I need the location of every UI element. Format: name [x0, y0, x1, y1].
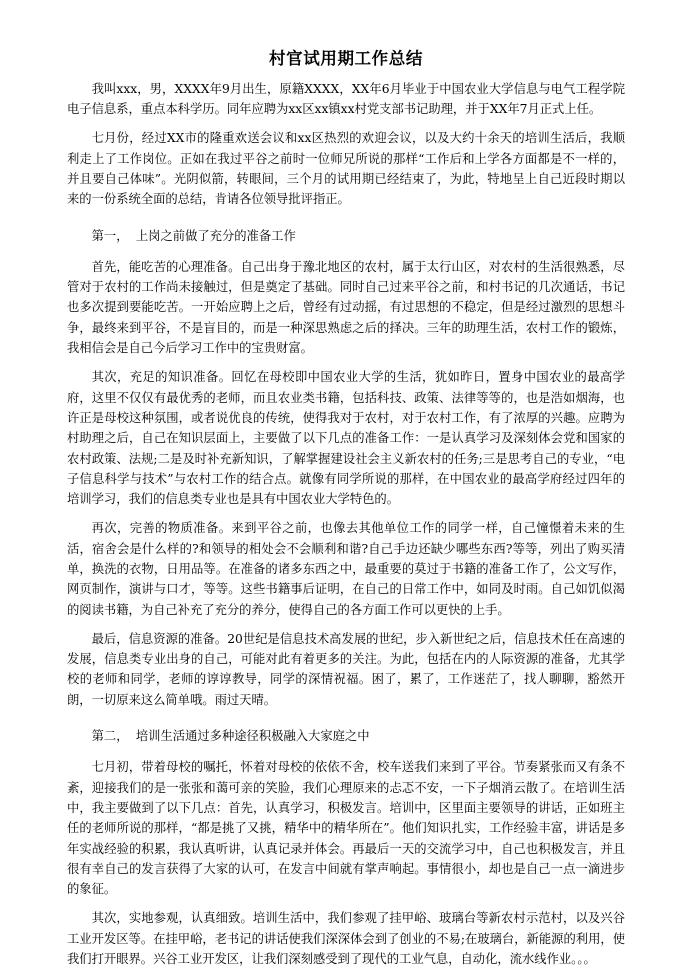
- paragraph-s2-p2: 其次，实地参观，认真细致。培训生活中，我们参观了挂甲峪、玻璃台等新农村示范村，以及兴谷工业开发区等。在挂甲峪，老书记的讲话使我们深深体会到了创业的不易;在玻璃台，新能源的利用，使我们打开眼界。兴谷工业开发区，让我们深刻感受到了现代的工业气息，自动化，流水线作业。。。: [67, 911, 625, 967]
- paragraph-intro-1: 我叫xxx，男，XXXX年9月出生，原籍XXXX，XX年6月毕业于中国农业大学信息与电气工程学院电子信息系，重点本科学历。同年应聘为xx区xx镇xx村党支部书记助理，并于XX年7月正式上任。: [67, 81, 625, 117]
- paragraph-s1-p3: 再次，完善的物质准备。来到平谷之前，也像去其他单位工作的同学一样，自己憧憬着未来的生活，宿舍会是什么样的?和领导的相处会不会顺利和谐?自己手边还缺少哪些东西?等等，列出了购买清单，换洗的衣物，日用品等。在准备的诸多东西之中，最重要的莫过于书籍的准备工作了，公文写作，网页制作，演讲与口才，等等。这些书籍事后证明，在自己的日常工作中，如同及时雨。自己如饥似渴的阅读书籍，为自己补充了充分的养分，使得自己的各方面工作可以更快的上手。: [67, 521, 625, 617]
- paragraph-s1-p2: 其次，充足的知识准备。回忆在母校即中国农业大学的生活，犹如昨日，置身中国农业的最高学府，这里不仅仅有最优秀的老师，而且农业类书籍，包括科技、政策、法律等等的，也是浩如烟海，也许正是母校这种氛围，或者说优良的传统，使得我对于农村，对于农村工作，有了浓厚的兴趣。应聘为村助理之后，自己在知识层面上，主要做了以下几点的准备工作：一是认真学习及深刻体会党和国家的农村政策、法规;二是及时补充新知识，了解掌握建设社会主义新农村的任务;三是思考自己的专业，“电子信息科学与技术”与农村工作的结合点。就像有同学所说的那样，在中国农业的最高学府经过四年的培训学习，我们的信息类专业也是具有中国农业大学特色的。: [67, 370, 625, 507]
- page-title: 村官试用期工作总结: [269, 49, 423, 68]
- paragraph-s1-p1: 首先，能吃苦的心理准备。自己出身于豫北地区的农村，属于太行山区，对农村的生活很熟悉，尽管对于农村的工作尚未接触过，但是奠定了基础。同时自己过来平谷之前，和村书记的几次通话，书记也多次提到要能吃苦。一开始应聘上之后，曾经有过动摇，有过思想的不稳定，但是经过激烈的思想斗争，最终来到平谷，不是盲目的，而是一种深思熟虑之后的择决。三年的助理生活，农村工作的锻炼，我相信会是自己今后学习工作中的宝贵财富。: [67, 259, 625, 356]
- section-heading-1-prefix: 第一，: [91, 228, 129, 243]
- section-heading-2-prefix: 第二，: [91, 729, 129, 744]
- section-heading-1-label: 上岗之前做了充分的准备工作: [135, 228, 296, 243]
- section-heading-2-label: 培训生活通过多种途径积极融入大家庭之中: [135, 729, 370, 744]
- paragraph-s2-p1: 七月初，带着母校的嘱托，怀着对母校的依依不舍，校车送我们来到了平谷。节奏紧张而又有条不紊，迎接我们的是一张张和蔼可亲的笑脸，我们心理原来的忐忑不安，一下子烟消云散了。在培训生活中，我主要做到了以下几点：首先，认真学习，积极发言。培训中，区里面主要领导的讲话，正如班主任的老师所说的那样，“都是挑了又挑，精华中的精华所在”。他们知识扎实，工作经验丰富，讲话是多年实战经验的积累，我认真听讲，认真记录并体会。再最后一天的交流学习中，自己也积极发言，并且很有幸自己的发言获得了大家的认可，在发言中间就有掌声响起。事情很小，却也是自己一点一滴进步的象征。: [67, 760, 625, 897]
- document-content: [67, 0, 625, 969]
- paragraph-s1-p4: 最后，信息资源的准备。20世纪是信息技术高发展的世纪，步入新世纪之后，信息技术任在高速的发展，信息类专业出身的自己，可能对此有着更多的关注。为此，包括在内的人际资源的准备，尤其学校的老师和同学，老师的谆谆教导，同学的深情祝福。困了，累了，工作迷茫了，找人聊聊，豁然开朗，一切原来这么简单哦。雨过天晴。: [67, 631, 625, 707]
- paragraph-intro-2: 七月份，经过XX市的隆重欢送会议和xx区热烈的欢迎会议，以及大约十余天的培训生活后，我顺利走上了工作岗位。正如在我过平谷之前时一位师兄所说的那样“工作后和上学各方面都是不一样的，并且要自己体味”。光阴似箭，转眼间，三个月的试用期已经结束了，为此，特地呈上自己近段时期以来的一份系统全面的总结，肯请各位领导批评指正。: [67, 131, 625, 207]
- section-heading-2: [67, 710, 625, 748]
- section-heading-1: [67, 210, 625, 248]
